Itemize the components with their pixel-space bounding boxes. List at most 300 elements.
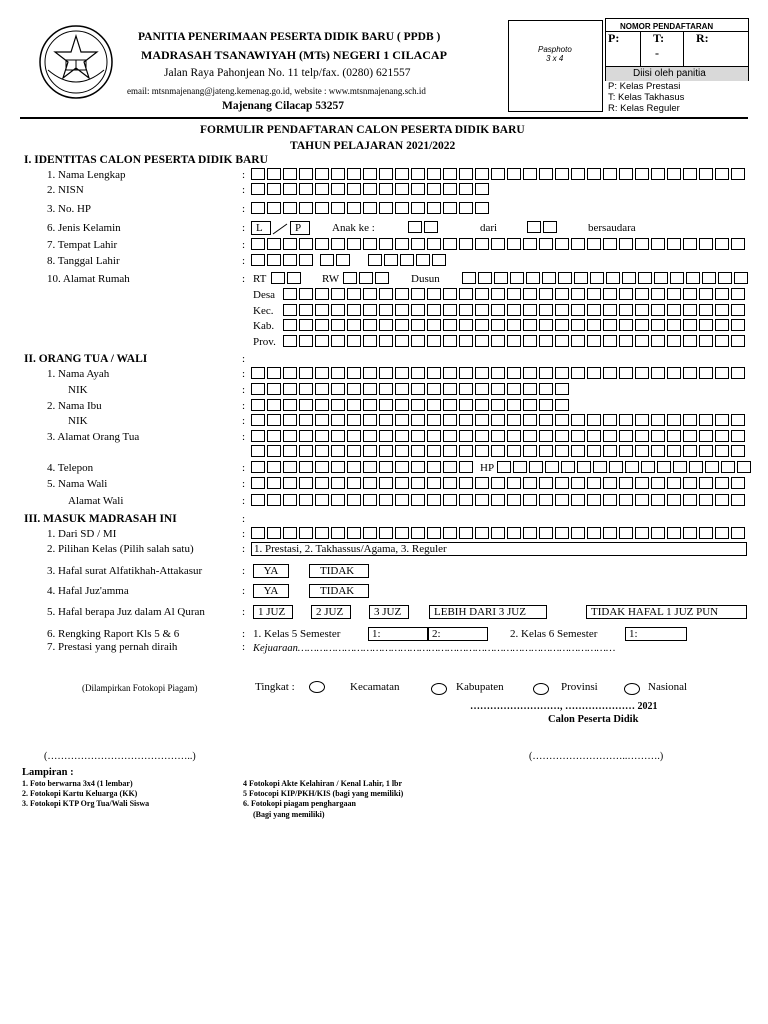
char-cell[interactable] <box>299 335 313 347</box>
char-cell[interactable] <box>545 461 559 473</box>
char-cell[interactable] <box>283 414 297 426</box>
char-cell[interactable] <box>283 477 297 489</box>
char-cell[interactable] <box>315 430 329 442</box>
char-cell[interactable] <box>331 168 345 180</box>
char-cell[interactable] <box>513 461 527 473</box>
char-cell[interactable] <box>363 288 377 300</box>
char-cell[interactable] <box>539 527 553 539</box>
char-cell[interactable] <box>571 238 585 250</box>
char-cell[interactable] <box>379 288 393 300</box>
char-cell[interactable] <box>427 494 441 506</box>
char-cell[interactable] <box>539 399 553 411</box>
char-cell[interactable] <box>737 461 751 473</box>
char-cell[interactable] <box>459 494 473 506</box>
char-cell[interactable] <box>379 319 393 331</box>
char-cell[interactable] <box>683 168 697 180</box>
char-cell[interactable] <box>657 461 671 473</box>
char-cell[interactable] <box>283 335 297 347</box>
char-cell[interactable] <box>683 304 697 316</box>
char-cell[interactable] <box>315 335 329 347</box>
char-cell[interactable] <box>363 527 377 539</box>
char-cell[interactable] <box>267 183 281 195</box>
char-cell[interactable] <box>539 288 553 300</box>
char-cell[interactable] <box>395 304 409 316</box>
char-cell[interactable] <box>379 430 393 442</box>
char-cell[interactable] <box>283 399 297 411</box>
char-cell[interactable] <box>459 304 473 316</box>
char-cell[interactable] <box>459 477 473 489</box>
char-cell[interactable] <box>731 527 745 539</box>
char-cell[interactable] <box>459 367 473 379</box>
char-cell[interactable] <box>315 527 329 539</box>
char-cell[interactable] <box>283 527 297 539</box>
char-cell[interactable] <box>715 430 729 442</box>
char-cell[interactable] <box>683 477 697 489</box>
char-cell[interactable] <box>283 367 297 379</box>
char-cell[interactable] <box>475 477 489 489</box>
char-cell[interactable] <box>267 430 281 442</box>
char-cell[interactable] <box>587 527 601 539</box>
char-cell[interactable] <box>363 430 377 442</box>
char-cell[interactable] <box>459 288 473 300</box>
input-father-name[interactable] <box>251 367 747 381</box>
char-cell[interactable] <box>587 367 601 379</box>
char-cell[interactable] <box>587 477 601 489</box>
char-cell[interactable] <box>571 414 585 426</box>
char-cell[interactable] <box>427 414 441 426</box>
char-cell[interactable] <box>638 272 652 284</box>
char-cell[interactable] <box>555 399 569 411</box>
char-cell[interactable] <box>395 288 409 300</box>
char-cell[interactable] <box>523 367 537 379</box>
char-cell[interactable] <box>571 319 585 331</box>
char-cell[interactable] <box>400 254 414 266</box>
char-cell[interactable] <box>619 414 633 426</box>
char-cell[interactable] <box>475 335 489 347</box>
char-cell[interactable] <box>395 183 409 195</box>
char-cell[interactable] <box>347 367 361 379</box>
char-cell[interactable] <box>635 477 649 489</box>
char-cell[interactable] <box>491 335 505 347</box>
char-cell[interactable] <box>619 527 633 539</box>
char-cell[interactable] <box>427 168 441 180</box>
char-cell[interactable] <box>603 414 617 426</box>
char-cell[interactable] <box>699 304 713 316</box>
char-cell[interactable] <box>651 477 665 489</box>
char-cell[interactable] <box>571 367 585 379</box>
char-cell[interactable] <box>299 445 313 457</box>
char-cell[interactable] <box>459 414 473 426</box>
char-cell[interactable] <box>507 238 521 250</box>
char-cell[interactable] <box>715 494 729 506</box>
char-cell[interactable] <box>283 430 297 442</box>
char-cell[interactable] <box>635 168 649 180</box>
char-cell[interactable] <box>411 461 425 473</box>
char-cell[interactable] <box>363 494 377 506</box>
char-cell[interactable] <box>411 494 425 506</box>
char-cell[interactable] <box>395 414 409 426</box>
char-cell[interactable] <box>251 383 265 395</box>
char-cell[interactable] <box>699 414 713 426</box>
char-cell[interactable] <box>635 430 649 442</box>
char-cell[interactable] <box>443 168 457 180</box>
juz-tidak[interactable]: TIDAK <box>309 584 369 598</box>
char-cell[interactable] <box>731 414 745 426</box>
char-cell[interactable] <box>251 202 265 214</box>
char-cell[interactable] <box>379 367 393 379</box>
char-cell[interactable] <box>561 461 575 473</box>
char-cell[interactable] <box>443 202 457 214</box>
char-cell[interactable] <box>699 494 713 506</box>
char-cell[interactable] <box>267 414 281 426</box>
char-cell[interactable] <box>363 202 377 214</box>
char-cell[interactable] <box>603 527 617 539</box>
char-cell[interactable] <box>590 272 604 284</box>
char-cell[interactable] <box>459 183 473 195</box>
char-cell[interactable] <box>363 399 377 411</box>
char-cell[interactable] <box>347 319 361 331</box>
char-cell[interactable] <box>635 304 649 316</box>
char-cell[interactable] <box>267 494 281 506</box>
char-cell[interactable] <box>715 445 729 457</box>
char-cell[interactable] <box>731 288 745 300</box>
char-cell[interactable] <box>491 494 505 506</box>
char-cell[interactable] <box>443 430 457 442</box>
char-cell[interactable] <box>475 319 489 331</box>
char-cell[interactable] <box>718 272 732 284</box>
char-cell[interactable] <box>731 367 745 379</box>
char-cell[interactable] <box>267 461 281 473</box>
char-cell[interactable] <box>379 461 393 473</box>
char-cell[interactable] <box>699 238 713 250</box>
char-cell[interactable] <box>609 461 623 473</box>
char-cell[interactable] <box>587 304 601 316</box>
char-cell[interactable] <box>363 183 377 195</box>
char-cell[interactable] <box>347 414 361 426</box>
char-cell[interactable] <box>555 445 569 457</box>
char-cell[interactable] <box>315 304 329 316</box>
char-cell[interactable] <box>315 367 329 379</box>
char-cell[interactable] <box>635 367 649 379</box>
char-cell[interactable] <box>699 367 713 379</box>
char-cell[interactable] <box>267 367 281 379</box>
char-cell[interactable] <box>411 383 425 395</box>
char-cell[interactable] <box>331 527 345 539</box>
char-cell[interactable] <box>622 272 636 284</box>
char-cell[interactable] <box>603 367 617 379</box>
char-cell[interactable] <box>411 202 425 214</box>
char-cell[interactable] <box>363 461 377 473</box>
char-cell[interactable] <box>523 288 537 300</box>
input-parent-hp[interactable] <box>497 461 753 475</box>
char-cell[interactable] <box>603 288 617 300</box>
char-cell[interactable] <box>395 430 409 442</box>
char-cell[interactable] <box>443 461 457 473</box>
char-cell[interactable] <box>299 527 313 539</box>
char-cell[interactable] <box>443 183 457 195</box>
char-cell[interactable] <box>651 238 665 250</box>
char-cell[interactable] <box>670 272 684 284</box>
char-cell[interactable] <box>635 445 649 457</box>
char-cell[interactable] <box>315 202 329 214</box>
char-cell[interactable] <box>651 319 665 331</box>
char-cell[interactable] <box>571 430 585 442</box>
char-cell[interactable] <box>443 445 457 457</box>
char-cell[interactable] <box>475 304 489 316</box>
char-cell[interactable] <box>702 272 716 284</box>
char-cell[interactable] <box>283 183 297 195</box>
char-cell[interactable] <box>459 461 473 473</box>
char-cell[interactable] <box>411 399 425 411</box>
char-cell[interactable] <box>491 304 505 316</box>
char-cell[interactable] <box>683 319 697 331</box>
char-cell[interactable] <box>523 319 537 331</box>
char-cell[interactable] <box>523 445 537 457</box>
char-cell[interactable] <box>699 527 713 539</box>
char-cell[interactable] <box>379 527 393 539</box>
char-cell[interactable] <box>359 272 373 284</box>
char-cell[interactable] <box>699 335 713 347</box>
char-cell[interactable] <box>667 304 681 316</box>
char-cell[interactable] <box>539 304 553 316</box>
char-cell[interactable] <box>443 399 457 411</box>
char-cell[interactable] <box>315 319 329 331</box>
char-cell[interactable] <box>315 288 329 300</box>
char-cell[interactable] <box>315 445 329 457</box>
char-cell[interactable] <box>443 238 457 250</box>
char-cell[interactable] <box>491 319 505 331</box>
char-cell[interactable] <box>603 335 617 347</box>
char-cell[interactable] <box>475 445 489 457</box>
char-cell[interactable] <box>593 461 607 473</box>
input-achievement[interactable]: Kejuaraan………………………………………………………………………………………… <box>253 643 616 654</box>
char-cell[interactable] <box>459 238 473 250</box>
input-phone[interactable] <box>251 202 491 216</box>
input-prov[interactable] <box>283 335 747 349</box>
char-cell[interactable] <box>379 238 393 250</box>
char-cell[interactable] <box>251 527 265 539</box>
char-cell[interactable] <box>625 461 639 473</box>
char-cell[interactable] <box>462 272 476 284</box>
char-cell[interactable] <box>427 461 441 473</box>
char-cell[interactable] <box>715 304 729 316</box>
char-cell[interactable] <box>667 288 681 300</box>
char-cell[interactable] <box>379 202 393 214</box>
input-rank-k5-s1[interactable]: 1: <box>368 627 428 641</box>
char-cell[interactable] <box>251 494 265 506</box>
char-cell[interactable] <box>699 168 713 180</box>
char-cell[interactable] <box>347 430 361 442</box>
char-cell[interactable] <box>715 367 729 379</box>
input-birthplace[interactable] <box>251 238 747 252</box>
char-cell[interactable] <box>542 272 556 284</box>
char-cell[interactable] <box>715 319 729 331</box>
char-cell[interactable] <box>299 168 313 180</box>
char-cell[interactable] <box>555 367 569 379</box>
char-cell[interactable] <box>683 414 697 426</box>
char-cell[interactable] <box>379 335 393 347</box>
char-cell[interactable] <box>395 527 409 539</box>
input-parent-address-2[interactable] <box>251 445 747 459</box>
char-cell[interactable] <box>523 238 537 250</box>
radio-kabupaten[interactable] <box>431 683 447 695</box>
char-cell[interactable] <box>283 383 297 395</box>
char-cell[interactable] <box>283 254 297 266</box>
char-cell[interactable] <box>395 399 409 411</box>
char-cell[interactable] <box>539 477 553 489</box>
char-cell[interactable] <box>347 168 361 180</box>
char-cell[interactable] <box>651 414 665 426</box>
char-cell[interactable] <box>731 445 745 457</box>
char-cell[interactable] <box>491 414 505 426</box>
char-cell[interactable] <box>395 367 409 379</box>
char-cell[interactable] <box>475 367 489 379</box>
char-cell[interactable] <box>699 319 713 331</box>
char-cell[interactable] <box>443 319 457 331</box>
char-cell[interactable] <box>731 477 745 489</box>
input-birth-month[interactable] <box>320 254 352 268</box>
char-cell[interactable] <box>603 430 617 442</box>
char-cell[interactable] <box>539 238 553 250</box>
char-cell[interactable] <box>427 202 441 214</box>
char-cell[interactable] <box>491 383 505 395</box>
char-cell[interactable] <box>555 430 569 442</box>
input-kec[interactable] <box>283 304 747 318</box>
char-cell[interactable] <box>555 288 569 300</box>
char-cell[interactable] <box>475 168 489 180</box>
char-cell[interactable] <box>475 238 489 250</box>
char-cell[interactable] <box>363 383 377 395</box>
char-cell[interactable] <box>491 238 505 250</box>
char-cell[interactable] <box>347 461 361 473</box>
char-cell[interactable] <box>379 183 393 195</box>
char-cell[interactable] <box>331 319 345 331</box>
char-cell[interactable] <box>507 288 521 300</box>
char-cell[interactable] <box>411 527 425 539</box>
char-cell[interactable] <box>651 445 665 457</box>
char-cell[interactable] <box>491 168 505 180</box>
char-cell[interactable] <box>539 445 553 457</box>
alfatihah-tidak[interactable]: TIDAK <box>309 564 369 578</box>
input-child-order[interactable] <box>408 221 440 235</box>
input-rank-k5-s2[interactable]: 2: <box>428 627 488 641</box>
char-cell[interactable] <box>443 304 457 316</box>
char-cell[interactable] <box>443 477 457 489</box>
char-cell[interactable] <box>251 461 265 473</box>
input-rw[interactable] <box>343 272 391 286</box>
char-cell[interactable] <box>715 238 729 250</box>
char-cell[interactable] <box>299 288 313 300</box>
signature-right-line[interactable]: (………………………..……….) <box>529 751 664 762</box>
char-cell[interactable] <box>619 367 633 379</box>
char-cell[interactable] <box>555 168 569 180</box>
gender-p[interactable]: P <box>290 221 310 235</box>
char-cell[interactable] <box>395 383 409 395</box>
char-cell[interactable] <box>331 399 345 411</box>
input-mother-name[interactable] <box>251 399 571 413</box>
char-cell[interactable] <box>427 183 441 195</box>
input-telephone[interactable] <box>251 461 475 475</box>
juz-option-2[interactable]: 2 JUZ <box>311 605 351 619</box>
char-cell[interactable] <box>427 238 441 250</box>
char-cell[interactable] <box>667 319 681 331</box>
char-cell[interactable] <box>347 238 361 250</box>
char-cell[interactable] <box>667 414 681 426</box>
char-cell[interactable] <box>427 335 441 347</box>
char-cell[interactable] <box>283 288 297 300</box>
char-cell[interactable] <box>523 383 537 395</box>
char-cell[interactable] <box>343 272 357 284</box>
char-cell[interactable] <box>459 430 473 442</box>
char-cell[interactable] <box>427 477 441 489</box>
char-cell[interactable] <box>539 383 553 395</box>
char-cell[interactable] <box>331 477 345 489</box>
char-cell[interactable] <box>459 202 473 214</box>
char-cell[interactable] <box>363 335 377 347</box>
char-cell[interactable] <box>571 527 585 539</box>
input-desa[interactable] <box>283 288 747 302</box>
char-cell[interactable] <box>699 430 713 442</box>
char-cell[interactable] <box>459 383 473 395</box>
juz-option-5[interactable]: TIDAK HAFAL 1 JUZ PUN <box>586 605 747 619</box>
char-cell[interactable] <box>379 399 393 411</box>
char-cell[interactable] <box>635 238 649 250</box>
char-cell[interactable] <box>571 288 585 300</box>
char-cell[interactable] <box>731 304 745 316</box>
char-cell[interactable] <box>411 319 425 331</box>
char-cell[interactable] <box>539 494 553 506</box>
char-cell[interactable] <box>271 272 285 284</box>
char-cell[interactable] <box>251 168 265 180</box>
char-cell[interactable] <box>336 254 350 266</box>
char-cell[interactable] <box>251 445 265 457</box>
char-cell[interactable] <box>651 168 665 180</box>
char-cell[interactable] <box>363 445 377 457</box>
char-cell[interactable] <box>619 304 633 316</box>
char-cell[interactable] <box>424 221 438 233</box>
char-cell[interactable] <box>715 477 729 489</box>
char-cell[interactable] <box>315 383 329 395</box>
char-cell[interactable] <box>283 238 297 250</box>
char-cell[interactable] <box>491 367 505 379</box>
char-cell[interactable] <box>507 414 521 426</box>
char-cell[interactable] <box>715 168 729 180</box>
char-cell[interactable] <box>267 254 281 266</box>
char-cell[interactable] <box>478 272 492 284</box>
char-cell[interactable] <box>315 477 329 489</box>
char-cell[interactable] <box>267 527 281 539</box>
char-cell[interactable] <box>299 367 313 379</box>
char-cell[interactable] <box>635 527 649 539</box>
char-cell[interactable] <box>251 254 265 266</box>
char-cell[interactable] <box>667 367 681 379</box>
char-cell[interactable] <box>683 335 697 347</box>
char-cell[interactable] <box>443 367 457 379</box>
juz-option-4[interactable]: LEBIH DARI 3 JUZ <box>429 605 547 619</box>
char-cell[interactable] <box>331 383 345 395</box>
char-cell[interactable] <box>529 461 543 473</box>
char-cell[interactable] <box>395 494 409 506</box>
char-cell[interactable] <box>459 445 473 457</box>
char-cell[interactable] <box>619 335 633 347</box>
char-cell[interactable] <box>408 221 422 233</box>
char-cell[interactable] <box>347 399 361 411</box>
char-cell[interactable] <box>395 168 409 180</box>
char-cell[interactable] <box>673 461 687 473</box>
char-cell[interactable] <box>443 383 457 395</box>
char-cell[interactable] <box>299 383 313 395</box>
char-cell[interactable] <box>635 414 649 426</box>
